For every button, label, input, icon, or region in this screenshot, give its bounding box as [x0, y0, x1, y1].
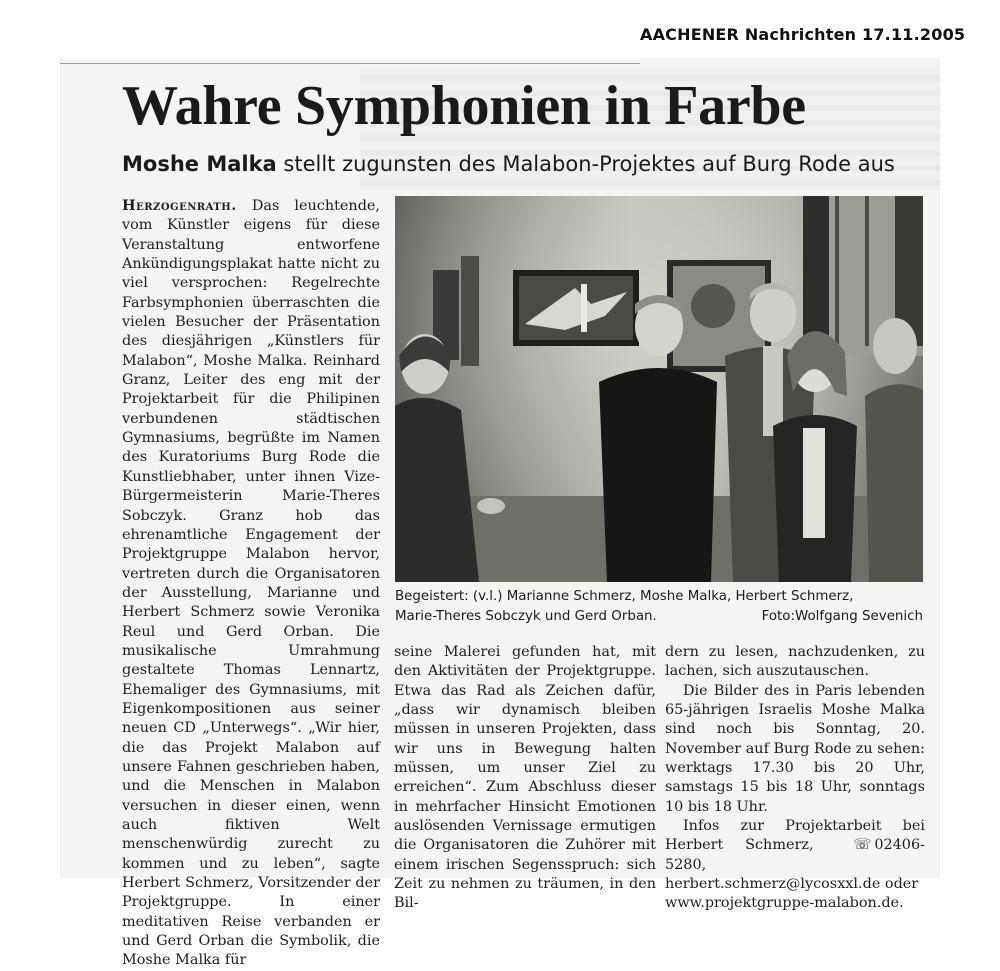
- caption-line-2: Marie-Theres Sobczyk und Gerd Orban.: [395, 608, 657, 624]
- group-photo-icon: [395, 196, 923, 582]
- dateline: Herzogenrath.: [122, 197, 237, 214]
- column-3-para-1: dern zu lesen, nachzudenken, zu lachen, sich auszutauschen.: [665, 644, 925, 680]
- top-rule: [60, 63, 640, 64]
- article-column-1: [122, 196, 380, 971]
- subhead-name: Moshe Malka: [122, 152, 277, 176]
- telephone-icon: ☏: [853, 837, 872, 854]
- article-column-3: [665, 643, 925, 914]
- photo-caption: [395, 587, 923, 626]
- photo-credit: Foto:Wolfgang Sevenich: [761, 608, 923, 624]
- article-column-2: [394, 643, 656, 914]
- column-2-text: seine Malerei gefunden hat, mit den Aktivitäten der Projektgruppe. Etwa das Rad als Zeichen dafür, „dass wir dynamisch bleiben müssen in unseren Projekten, dass wir uns in Bewegung halten müssen, um unser Ziel zu erreichen“. Zum Abschluss dieser in mehrfacher Hinsicht Emotionen auslösenden Vernissage ermutigen die Organisatoren die Zuhörer mit einem irischen Segensspruch: sich Zeit zu nehmen zu träumen, in den Bil-: [394, 644, 656, 912]
- contact-website: www.projektgruppe-malabon.de.: [665, 895, 904, 912]
- column-3-para-3: [665, 817, 925, 875]
- column-1-text: Das leuchtende, vom Künstler eigens für diese Veranstaltung entworfene Ankündigungsplakat hatte nicht zu viel versprochen: Regelrechte Farbsymphonien überraschten die vielen Besucher der Präsentation des diesjährigen „Künstlers für Malabon“, Moshe Malka. Reinhard Granz, Leiter des eng mit der Projektarbeit für die Philipinen verbundenen städtischen Gymnasiums, begrüßte im Namen des Kuratoriums Burg Rode die Kunstliebhaber, unter ihnen Vize-Bürgermeisterin Marie-Theres Sobczyk. Granz hob das ehrenamtliche Engagement der Projektgruppe Malabon hervor, vertreten durch die Organisatoren der Ausstellung, Marianne und Herbert Schmerz sowie Veronika Reul und Gerd Orban. Die musikalische Umrahmung gestaltete Thomas Lennartz, Ehemaliger des Gymnasiums, mit Eigenkompositionen aus seiner neuen CD „Unterwegs“. „Wir hier, die das Projekt Malabon auf unsere Fahnen geschrieben haben, und die Menschen in Malabon versuchen in dieser einen, wenn auch fiktiven Welt menschenwürdig zurecht zu kommen und zu leben“, sagte Herbert Schmerz, Vorsitzender der Projektgruppe. In einer meditativen Reise verbanden er und Gerd Orban die Symbolik, die Moshe Malka für: [122, 198, 380, 969]
- column-3-para-2: Die Bilder des in Paris lebenden 65-jährigen Israelis Moshe Malka sind noch bis Sonntag, 20. November auf Burg Rode zu sehen: werktags 17.30 bis 20 Uhr, samstags 15 bis 18 Uhr, sonntags 10 bis 18 Uhr.: [665, 682, 926, 815]
- subheadline: [122, 152, 895, 176]
- subhead-text: stellt zugunsten des Malabon-Projektes auf Burg Rode aus: [283, 152, 895, 176]
- headline: Wahre Symphonien in Farbe: [122, 75, 806, 137]
- caption-line-1: Begeistert: (v.l.) Marianne Schmerz, Moshe Malka, Herbert Schmerz,: [395, 589, 854, 604]
- article-photo: [395, 196, 923, 582]
- source-line: AACHENER Nachrichten 17.11.2005: [640, 25, 966, 44]
- contact-phone: 02406-5280,: [665, 837, 925, 873]
- contact-lead: Infos zur Projektarbeit bei Herbert Schmerz,: [665, 818, 925, 854]
- contact-email: herbert.schmerz@lycosxxl.de oder: [665, 876, 919, 893]
